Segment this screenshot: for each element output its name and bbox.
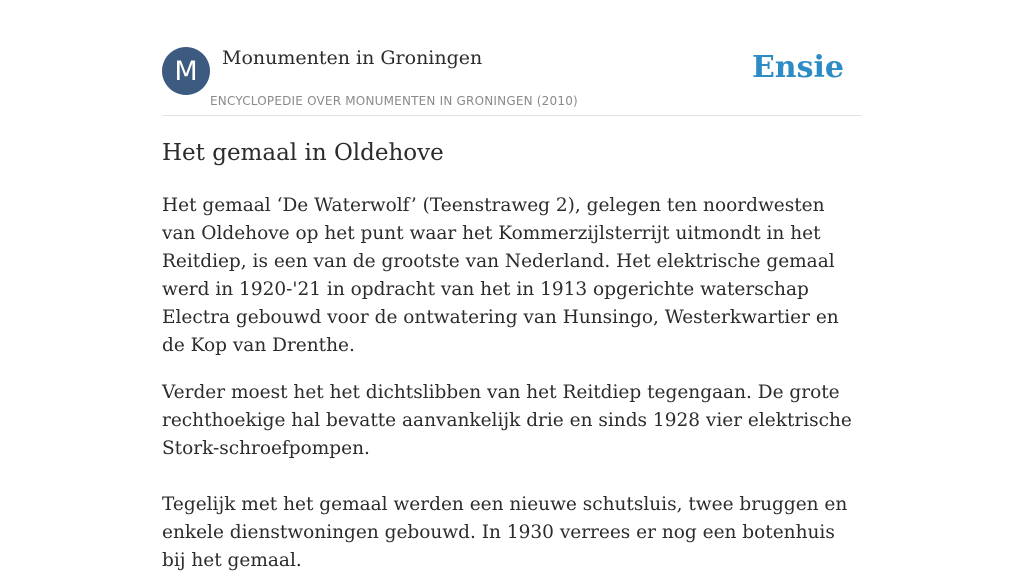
brand-logo[interactable]: Ensie: [751, 50, 844, 85]
site-avatar[interactable]: M: [162, 47, 210, 95]
site-title[interactable]: Monumenten in Groningen: [222, 47, 483, 69]
article-paragraph: Tegelijk met het gemaal werden een nieuwe schutsluis, twee bruggen en enkele dienstwoningen gebouwd. In 1930 verrees er nog een botenhuis bij het gemaal.: [162, 494, 848, 571]
site-subtitle: ENCYCLOPEDIE OVER MONUMENTEN IN GRONINGEN (2010): [210, 94, 578, 108]
article-title: Het gemaal in Oldehove: [162, 140, 444, 166]
article-body: [162, 192, 862, 575]
article-paragraph: Het gemaal ‘De Waterwolf’ (Teenstraweg 2), gelegen ten noordwesten van Oldehove op het punt waar het Kommerzijlsterrijt uitmondt in het Reitdiep, is een van de grootste van Nederland. Het elektrische gemaal werd in 1920-'21 in opdracht van het in 1913 opgerichte waterschap Electra gebouwd voor de ontwatering van Hunsingo, Westerkwartier en de Kop van Drenthe.: [162, 195, 839, 356]
article-paragraph: Verder moest het het dichtslibben van het Reitdiep tegengaan. De grote rechthoekige hal bevatte aanvankelijk drie en sinds 1928 vier elektrische Stork-schroefpompen.: [162, 382, 852, 459]
header-divider: [162, 115, 862, 116]
